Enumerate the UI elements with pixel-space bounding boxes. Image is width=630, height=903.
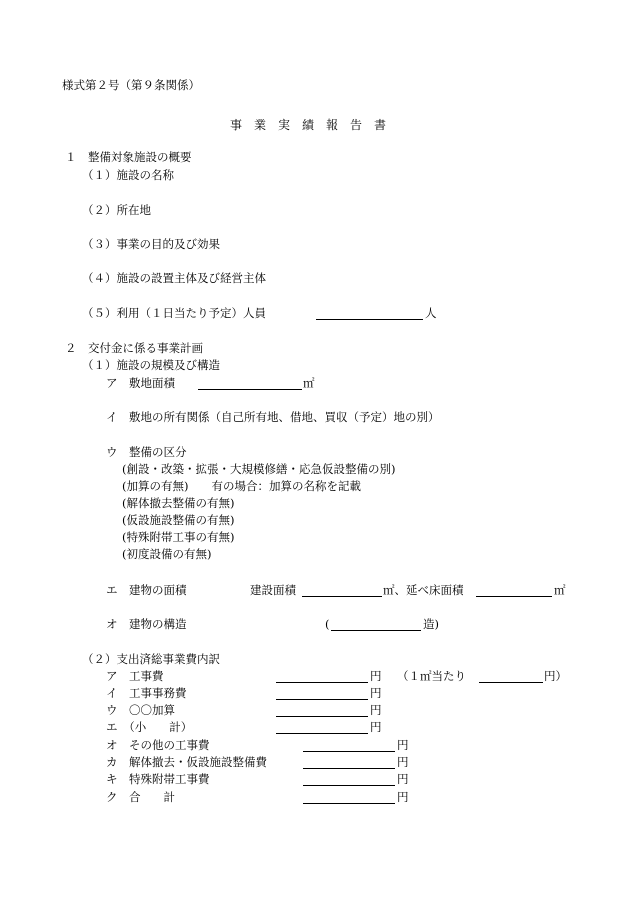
cost-label: キ 特殊附帯工事費 [106,772,210,786]
site-area-blank [198,389,302,390]
cost-unit: 円 [397,738,409,752]
floor-area-blank [476,596,552,597]
cost-blank [303,751,395,752]
building-area-blank [302,596,382,597]
structure-close: 造) [423,617,439,631]
development-option: (仮設施設整備の有無) [122,513,235,527]
cost-unit: 円 [397,790,409,804]
location-label: （２）所在地 [82,203,151,217]
cost-unit: 円 [370,720,382,734]
cost-blank [276,733,368,734]
structure-blank [331,630,421,631]
section-2-heading: ２ 交付金に係る事業計画 [65,341,203,355]
building-area-unit: ㎡、延べ床面積 [383,583,464,597]
land-ownership-label: イ 敷地の所有関係（自己所有地、借地、買収（予定）地の別） [106,410,440,424]
section-1-heading: １ 整備対象施設の概要 [65,150,192,164]
cost-label: イ 工事事務費 [106,686,187,700]
cost-blank [276,716,368,717]
development-option: (加算の有無) 有の場合：加算の名称を記載 [122,479,361,493]
site-area-label: ア 敷地面積 [106,376,175,390]
operator-label: （４）施設の設置主体及び経営主体 [82,271,266,285]
cost-blank [303,768,395,769]
development-option: (解体撤去整備の有無) [122,496,235,510]
scale-structure-label: （１）施設の規模及び構造 [82,358,220,372]
cost-breakdown-label: （２）支出済総事業費内訳 [82,652,220,666]
purpose-label: （３）事業の目的及び効果 [82,237,220,251]
cost-unit: 円 [397,772,409,786]
cost-unit: 円 [370,686,382,700]
development-option: (創設・改築・拡張・大規模修繕・応急仮設整備の別) [122,462,396,476]
users-blank [316,319,423,320]
cost-blank [276,699,368,700]
cost-blank [303,803,395,804]
structure-open: ( [325,617,330,631]
per-m2-close: 円） [544,669,567,683]
cost-label: カ 解体撤去・仮設施設整備費 [106,755,267,769]
cost-unit: 円 [370,669,382,683]
users-label: （５）利用（１日当たり予定）人員 [82,306,266,320]
per-m2-blank [479,682,543,683]
cost-label: ク 合 計 [106,790,175,804]
building-structure-label: オ 建物の構造 [106,617,187,631]
cost-unit: 円 [370,703,382,717]
cost-label: ウ 〇〇加算 [106,703,175,717]
document-title: 事業実績報告書 [230,118,399,132]
floor-area-unit: ㎡ [554,583,566,597]
development-option: (初度設備の有無) [122,547,212,561]
building-area-build-label: 建設面積 [250,583,296,597]
development-option: (特殊附帯工事の有無) [122,530,235,544]
cost-label: ア 工事費 [106,669,164,683]
users-unit: 人 [425,306,437,320]
cost-blank [276,682,368,683]
cost-label: オ その他の工事費 [106,738,210,752]
cost-label: エ （小 計） [106,720,193,734]
per-m2-open: （１㎡当たり [397,669,466,683]
building-area-label: エ 建物の面積 [106,583,187,597]
form-number: 様式第２号（第９条関係） [62,78,200,92]
site-area-unit: ㎡ [303,376,315,390]
cost-unit: 円 [397,755,409,769]
facility-name-label: （１）施設の名称 [82,168,174,182]
cost-blank [303,785,395,786]
development-category-label: ウ 整備の区分 [106,445,187,459]
